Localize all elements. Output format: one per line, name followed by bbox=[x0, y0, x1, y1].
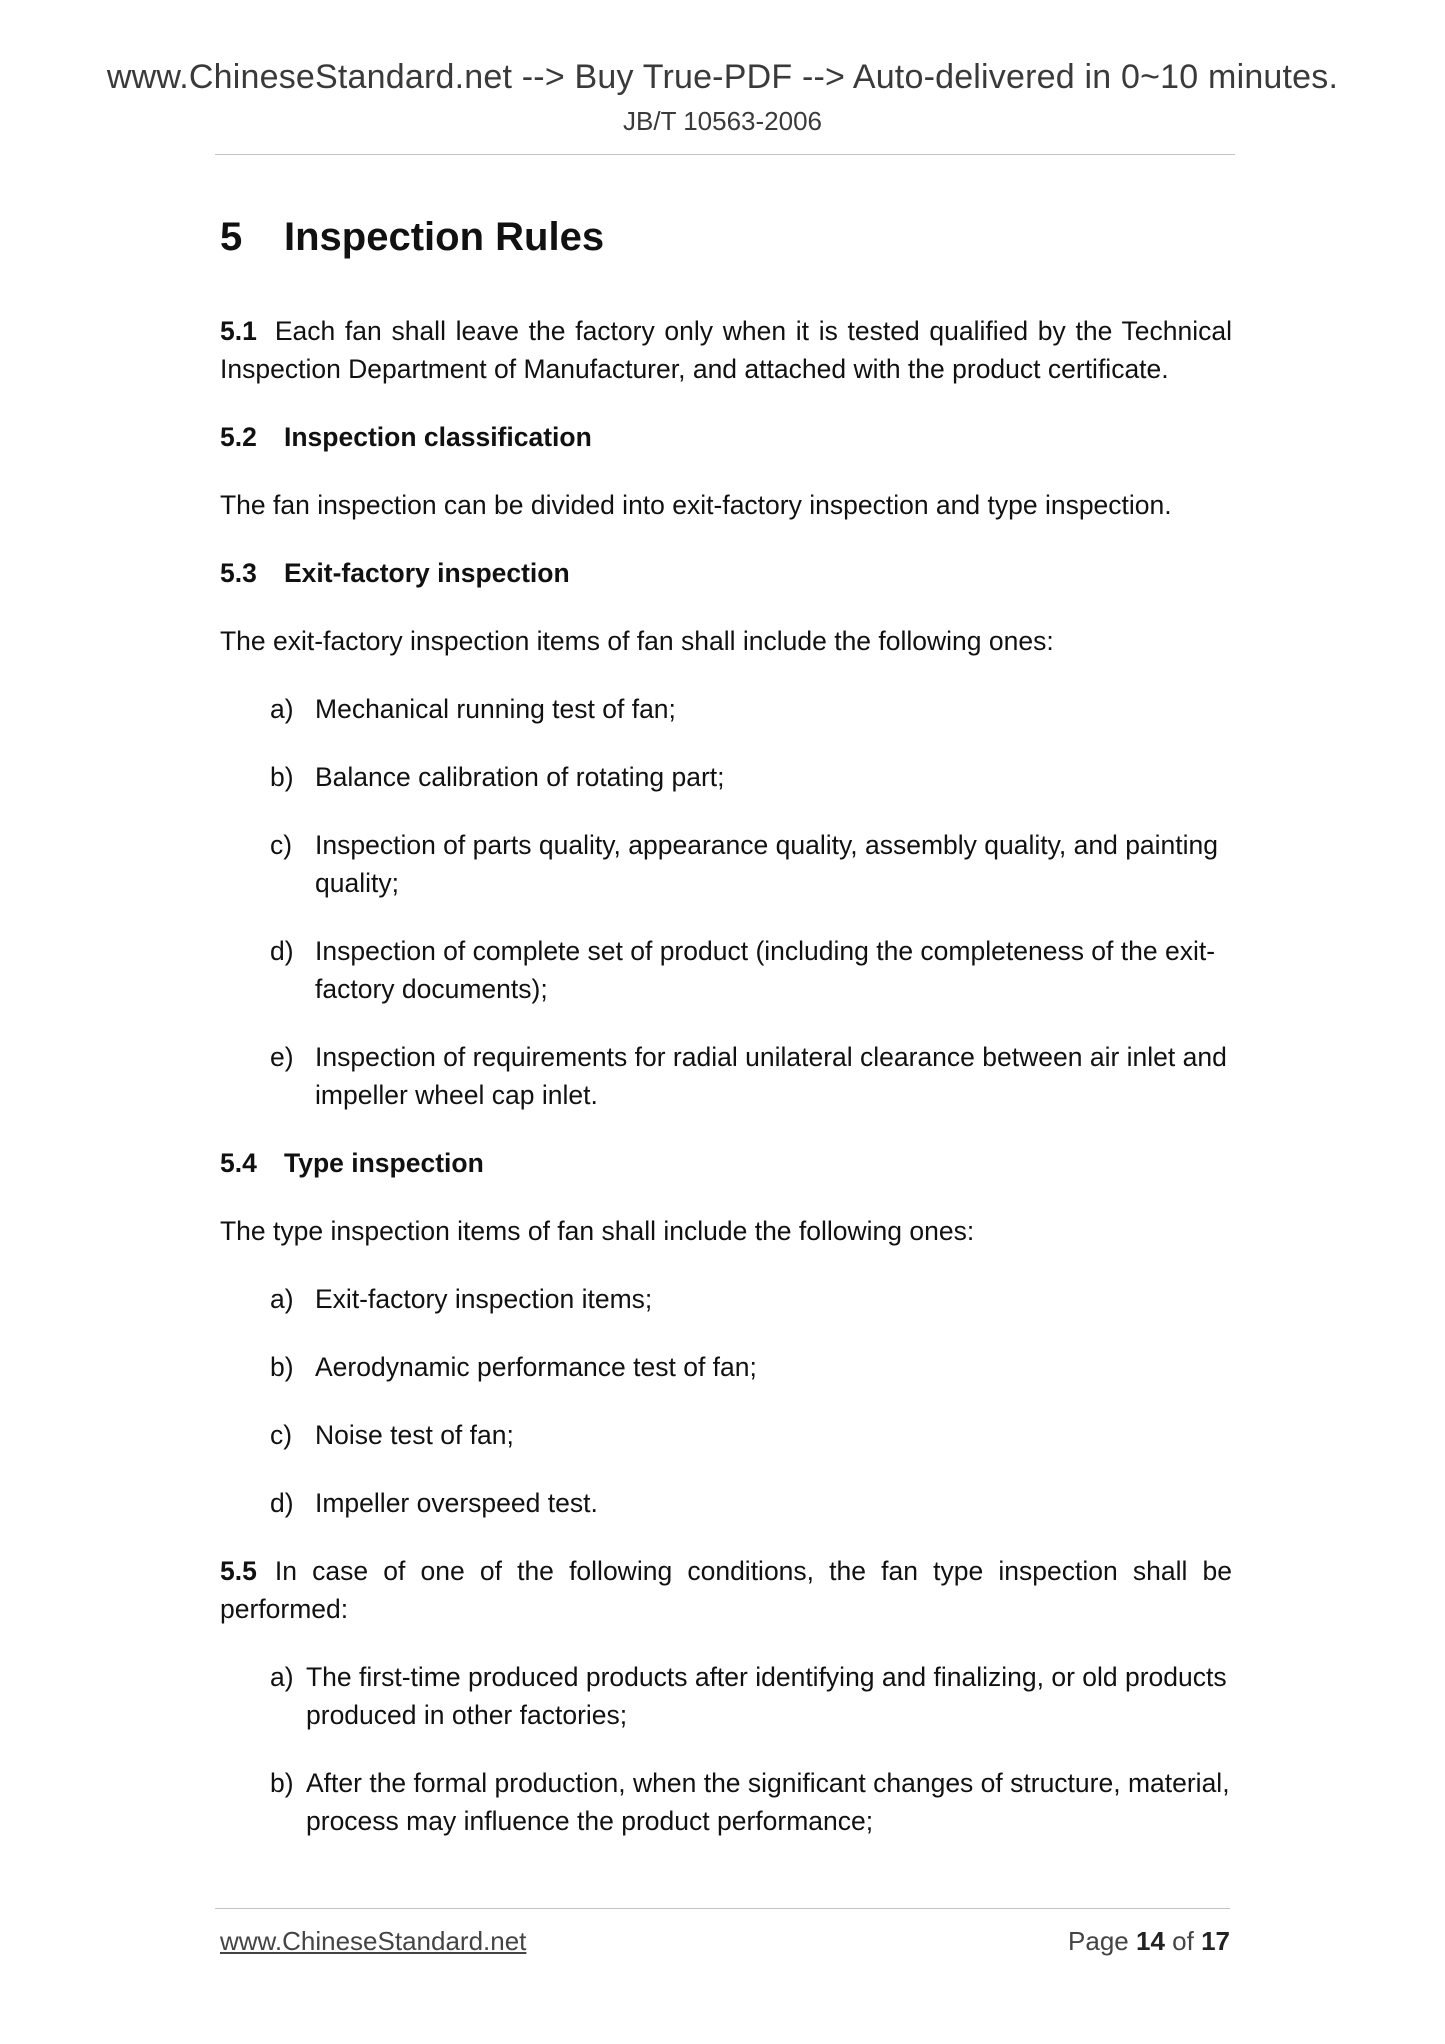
list-item bbox=[220, 1038, 1232, 1114]
section-heading bbox=[220, 206, 1232, 268]
clause-5-2-heading bbox=[220, 418, 1232, 456]
clause-title: Inspection classification bbox=[284, 422, 592, 452]
header-title: www.ChineseStandard.net --> Buy True-PDF --> Auto-delivered in 0~10 minutes. bbox=[106, 58, 1339, 96]
list-marker: c) bbox=[270, 830, 293, 860]
list-item bbox=[220, 826, 1232, 902]
list-item-text: Mechanical running test of fan; bbox=[315, 694, 676, 724]
clause-text: Each fan shall leave the factory only when it is tested qualified by the Technical Inspection Department of Manufacturer, and attached with the product certificate. bbox=[220, 316, 1232, 384]
header-divider bbox=[215, 154, 1235, 155]
list-item bbox=[220, 758, 1232, 796]
list-item-text: Inspection of complete set of product (including the completeness of the exit-factory documents); bbox=[315, 936, 1216, 1004]
list-item-text: Aerodynamic performance test of fan; bbox=[315, 1352, 757, 1382]
list-item bbox=[220, 1416, 1232, 1454]
clause-number: 5.4 bbox=[220, 1148, 257, 1178]
clause-number: 5.2 bbox=[220, 422, 257, 452]
list-item bbox=[220, 1280, 1232, 1318]
list-item-text: The first-time produced products after identifying and finalizing, or old products produced in other factories; bbox=[306, 1662, 1227, 1730]
clause-5-4-intro: The type inspection items of fan shall include the following ones: bbox=[220, 1216, 975, 1246]
list-item bbox=[220, 1764, 1232, 1840]
clause-number: 5.1 bbox=[220, 316, 257, 346]
list-marker: d) bbox=[270, 936, 294, 966]
list-marker: a) bbox=[270, 1284, 294, 1314]
type-inspection-condition-list bbox=[220, 1658, 1232, 1840]
clause-title: Type inspection bbox=[284, 1148, 484, 1178]
list-marker: b) bbox=[270, 1352, 294, 1382]
clause-5-2-text: The fan inspection can be divided into exit-factory inspection and type inspection. bbox=[220, 490, 1172, 520]
footer-website-link[interactable]: www.ChineseStandard.net bbox=[220, 1926, 527, 1956]
section-title: Inspection Rules bbox=[284, 215, 605, 259]
list-item-text: Inspection of requirements for radial unilateral clearance between air inlet and impeller wheel cap inlet. bbox=[315, 1042, 1227, 1110]
clause-5-3-intro: The exit-factory inspection items of fan shall include the following ones: bbox=[220, 626, 1054, 656]
list-item bbox=[220, 1658, 1232, 1734]
list-item bbox=[220, 1348, 1232, 1386]
list-marker: c) bbox=[270, 1420, 293, 1450]
list-marker: d) bbox=[270, 1488, 294, 1518]
page-of: of bbox=[1172, 1926, 1194, 1956]
clause-title: Exit-factory inspection bbox=[284, 558, 570, 588]
clause-5-3-heading bbox=[220, 554, 1232, 592]
list-item bbox=[220, 1484, 1232, 1522]
list-item-text: Balance calibration of rotating part; bbox=[315, 762, 725, 792]
page-content bbox=[220, 206, 1232, 1870]
list-marker: a) bbox=[270, 694, 294, 724]
footer-divider bbox=[215, 1908, 1230, 1909]
clause-5-1 bbox=[220, 312, 1232, 388]
list-item bbox=[220, 690, 1232, 728]
clause-number: 5.3 bbox=[220, 558, 257, 588]
list-marker: a) bbox=[270, 1662, 294, 1692]
list-item bbox=[220, 932, 1232, 1008]
list-marker: b) bbox=[270, 1768, 294, 1798]
list-item-text: Exit-factory inspection items; bbox=[315, 1284, 653, 1314]
list-item-text: Impeller overspeed test. bbox=[315, 1488, 598, 1518]
type-inspection-item-list bbox=[220, 1280, 1232, 1522]
page-indicator bbox=[1068, 1926, 1230, 1957]
list-marker: e) bbox=[270, 1042, 294, 1072]
clause-5-4-heading bbox=[220, 1144, 1232, 1182]
page-prefix: Page bbox=[1068, 1926, 1129, 1956]
list-marker: b) bbox=[270, 762, 294, 792]
standard-code: JB/T 10563-2006 bbox=[623, 106, 822, 136]
page-total: 17 bbox=[1201, 1926, 1230, 1956]
list-item-text: Noise test of fan; bbox=[315, 1420, 514, 1450]
page-current: 14 bbox=[1136, 1926, 1165, 1956]
clause-number: 5.5 bbox=[220, 1556, 257, 1586]
section-number: 5 bbox=[220, 215, 243, 259]
exit-factory-item-list bbox=[220, 690, 1232, 1114]
list-item-text: After the formal production, when the significant changes of structure, material, process may influence the product performance; bbox=[306, 1768, 1230, 1836]
list-item-text: Inspection of parts quality, appearance quality, assembly quality, and painting quality; bbox=[315, 830, 1219, 898]
clause-5-5 bbox=[220, 1552, 1232, 1628]
clause-text: In case of one of the following conditions, the fan type inspection shall be performed: bbox=[220, 1556, 1232, 1624]
